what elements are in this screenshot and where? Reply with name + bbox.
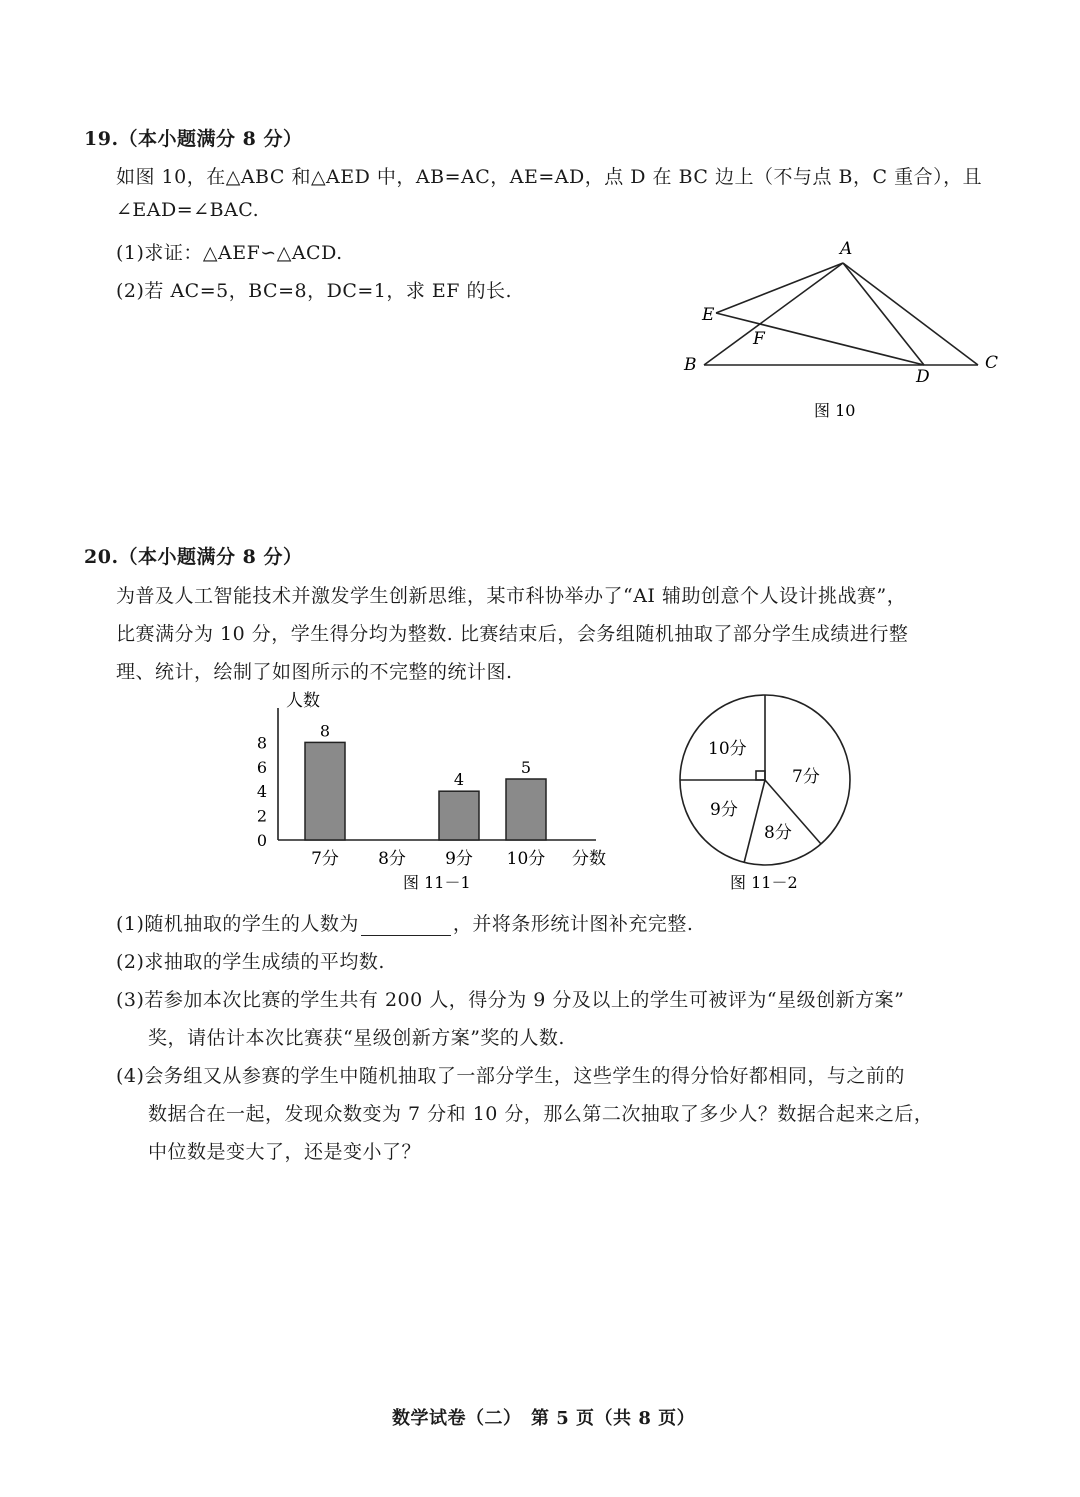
q20-part1 (116, 909, 693, 936)
q19-part2: (2)若 AC=5，BC=8，DC=1，求 EF 的长. (116, 280, 513, 302)
q20-intro2: 比赛满分为 10 分，学生得分均为整数. 比赛结束后，会务组随机抽取了部分学生成绩进行整 (116, 623, 909, 645)
q19-header: 19.（本小题满分 8 分） (84, 128, 303, 150)
q20-part1-text-after: ，并将条形统计图补充完整. (452, 913, 694, 935)
label-a: A (840, 239, 853, 259)
right-angle-mark (756, 771, 765, 780)
x-tick-label: 9分 (445, 849, 473, 869)
pie-label-10: 10分 (708, 739, 747, 759)
pie-chart-11-2 (670, 692, 870, 897)
q19-line1: 如图 10，在△ABC 和△AED 中，AB=AC，AE=AD，点 D 在 BC 边上（不与点 B，C 重合），且 (116, 166, 983, 188)
bar-chart-caption: 图 11－1 (403, 873, 471, 892)
segment-ae (716, 263, 843, 313)
bar-chart-11-1 (240, 690, 640, 900)
answer-blank[interactable] (361, 917, 451, 936)
y-tick-label: 6 (256, 757, 268, 777)
label-b: B (684, 355, 697, 375)
pie-label-8: 8分 (764, 823, 792, 843)
label-c: C (985, 353, 999, 373)
q20-part4-line2: 数据合在一起，发现众数变为 7 分和 10 分，那么第二次抽取了多少人？数据合起来之后， (148, 1103, 934, 1125)
q20-part4-line3: 中位数是变大了，还是变小了？ (148, 1141, 422, 1163)
bar (506, 779, 546, 840)
q20-header: 20.（本小题满分 8 分） (84, 546, 303, 568)
figure-10-caption: 图 10 (814, 401, 856, 420)
q20-part3-line2: 奖，请估计本次比赛获“星级创新方案”奖的人数. (148, 1027, 565, 1049)
y-tick-label: 2 (256, 806, 268, 826)
segment-ed (716, 313, 924, 365)
label-f: F (753, 329, 765, 349)
x-tick-label: 10分 (506, 849, 546, 869)
y-axis-label: 人数 (286, 691, 320, 711)
q20-part1-text-before: (1)随机抽取的学生的人数为 (116, 913, 359, 935)
pie-label-7: 7分 (792, 767, 820, 787)
label-d: D (916, 367, 930, 387)
q20-intro1: 为普及人工智能技术并激发学生创新思维，某市科协举办了“AI 辅助创意个人设计挑战赛”， (116, 585, 907, 607)
bar-value-label: 8 (319, 721, 331, 741)
q19-part1: (1)求证：△AEF∽△ACD. (116, 242, 343, 264)
bar-value-label: 5 (520, 758, 532, 777)
pie-divider-bottom-left (744, 780, 765, 863)
y-tick-label: 8 (256, 733, 268, 753)
bar-value-label: 4 (453, 770, 465, 790)
pie-label-9: 9分 (710, 800, 738, 820)
bar (439, 791, 479, 840)
x-axis-label: 分数 (572, 849, 606, 869)
q20-intro3: 理、统计，绘制了如图所示的不完整的统计图. (116, 661, 513, 683)
segment-ab (704, 263, 843, 365)
pie-caption: 图 11－2 (730, 873, 798, 892)
segment-ad (843, 263, 924, 365)
bar (305, 742, 345, 840)
figure-10 (670, 230, 1020, 430)
x-tick-label: 7分 (311, 849, 339, 869)
q20-part2: (2)求抽取的学生成绩的平均数. (116, 951, 385, 973)
y-tick-label: 0 (256, 831, 268, 850)
y-tick-label: 4 (256, 782, 268, 802)
x-tick-label: 8分 (378, 849, 406, 869)
label-e: E (702, 305, 715, 325)
q20-part4-line1: (4)会务组又从参赛的学生中随机抽取了一部分学生，这些学生的得分恰好都相同，与之前的 (116, 1065, 905, 1087)
q19-line2: ∠EAD=∠BAC. (116, 199, 260, 221)
q20-part3-line1: (3)若参加本次比赛的学生共有 200 人，得分为 9 分及以上的学生可被评为“星级创新方案” (116, 989, 905, 1011)
page-footer: 数学试卷（二） 第 5 页（共 8 页） (392, 1408, 696, 1429)
